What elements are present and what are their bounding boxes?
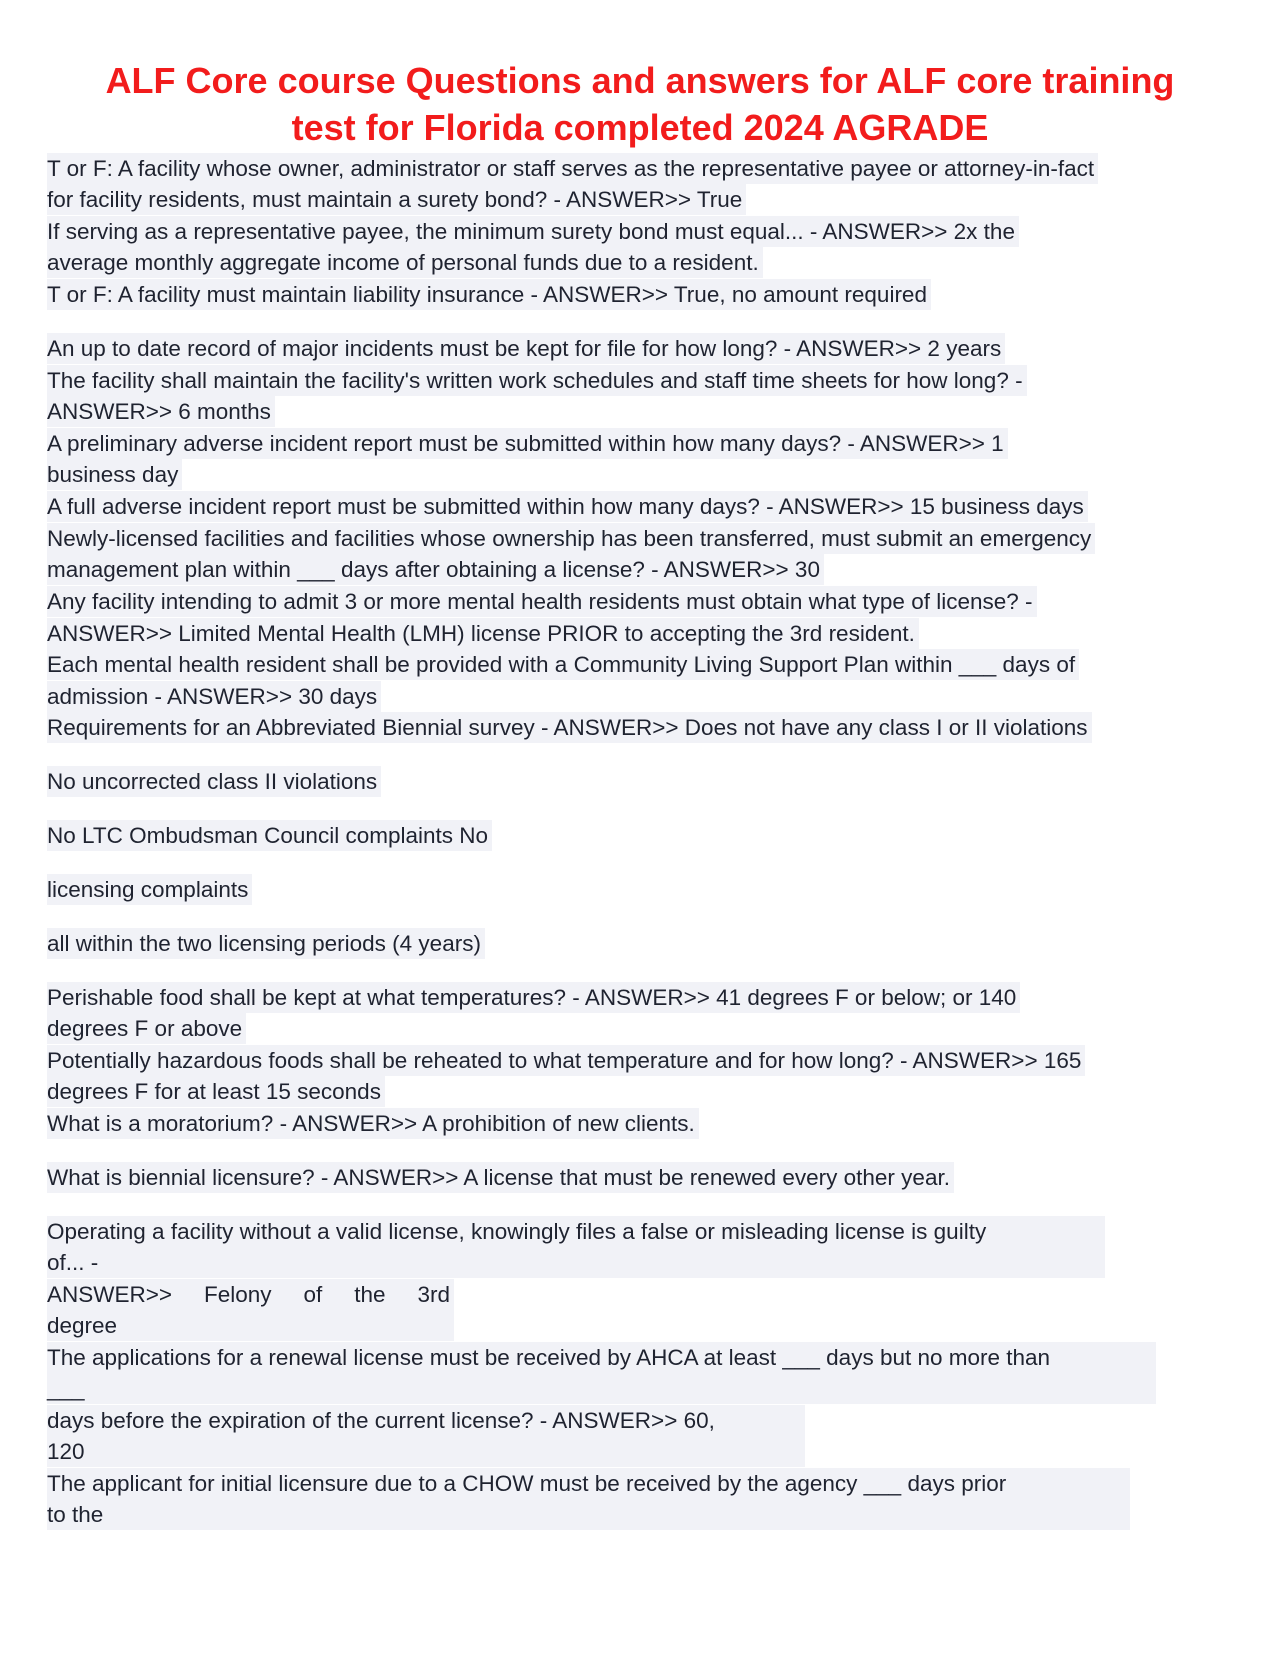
text-line: Each mental health resident shall be provided with a Community Living Support Plan within ___ days of [47, 649, 1079, 680]
word: of [303, 1282, 323, 1307]
text-line: management plan within ___ days after obtaining a license? - ANSWER>> 30 [47, 554, 824, 585]
text-line: ANSWER>> 6 months [47, 396, 275, 427]
text-line: degrees F or above [47, 1013, 246, 1044]
text-line: Perishable food shall be kept at what temperatures? - ANSWER>> 41 degrees F or below; or 140 [47, 982, 1020, 1013]
text-line: licensing complaints [47, 874, 252, 905]
text-line: T or F: A facility whose owner, administrator or staff serves as the representative payee or attorney-in-fact [47, 153, 1098, 184]
word: 3rd [417, 1282, 450, 1307]
text-line: days before the expiration of the current license? - ANSWER>> 60, [47, 1405, 805, 1436]
text-line: for facility residents, must maintain a surety bond? - ANSWER>> True [47, 184, 746, 215]
text-line: of... - [47, 1247, 1105, 1278]
text-line [47, 1279, 450, 1310]
text-line: 120 [47, 1436, 805, 1467]
word: the [354, 1282, 386, 1307]
text-line: No LTC Ombudsman Council complaints No [47, 820, 492, 851]
text-line: degrees F for at least 15 seconds [47, 1076, 385, 1107]
text-line: The applicant for initial licensure due to a CHOW must be received by the agency ___ days prior [47, 1468, 1130, 1499]
document-title-line-2: test for Florida completed 2024 AGRADE [291, 107, 989, 148]
text-line: What is a moratorium? - ANSWER>> A prohibition of new clients. [47, 1108, 699, 1139]
word: Felony [204, 1282, 272, 1307]
text-line: admission - ANSWER>> 30 days [47, 681, 381, 712]
text-line: The applications for a renewal license must be received by AHCA at least ___ days but no more than [47, 1342, 1156, 1373]
text-line: ___ [47, 1373, 1156, 1404]
document-title-line-1: ALF Core course Questions and answers for ALF core training [105, 60, 1175, 101]
text-line: Requirements for an Abbreviated Biennial survey - ANSWER>> Does not have any class I or II violations [47, 712, 1092, 743]
word: ANSWER>> [47, 1282, 173, 1307]
text-line: A full adverse incident report must be submitted within how many days? - ANSWER>> 15 business days [47, 491, 1088, 522]
text-line: No uncorrected class II violations [47, 766, 381, 797]
text-line: Potentially hazardous foods shall be reheated to what temperature and for how long? - ANSWER>> 165 [47, 1045, 1085, 1076]
text-line: Operating a facility without a valid license, knowingly files a false or misleading license is guilty [47, 1216, 1105, 1247]
text-line-justified [47, 1279, 454, 1310]
text-line: Newly-licensed facilities and facilities whose ownership has been transferred, must submit an emergency [47, 523, 1095, 554]
text-line: Any facility intending to admit 3 or more mental health residents must obtain what type of license? - [47, 586, 1037, 617]
text-line: A preliminary adverse incident report must be submitted within how many days? - ANSWER>> 1 [47, 428, 1008, 459]
text-line: An up to date record of major incidents must be kept for file for how long? - ANSWER>> 2 years [47, 333, 1005, 364]
text-line: If serving as a representative payee, the minimum surety bond must equal... - ANSWER>> 2x the [47, 216, 1019, 247]
text-line: average monthly aggregate income of personal funds due to a resident. [47, 247, 763, 278]
text-line: What is biennial licensure? - ANSWER>> A license that must be renewed every other year. [47, 1162, 954, 1193]
text-line: ANSWER>> Limited Mental Health (LMH) license PRIOR to accepting the 3rd resident. [47, 618, 919, 649]
text-line: degree [47, 1310, 454, 1341]
text-line: The facility shall maintain the facility's written work schedules and staff time sheets for how long? - [47, 365, 1027, 396]
text-line: to the [47, 1499, 1130, 1530]
text-line: T or F: A facility must maintain liability insurance - ANSWER>> True, no amount required [47, 279, 931, 310]
text-line: business day [47, 459, 182, 490]
text-line: all within the two licensing periods (4 years) [47, 928, 485, 959]
